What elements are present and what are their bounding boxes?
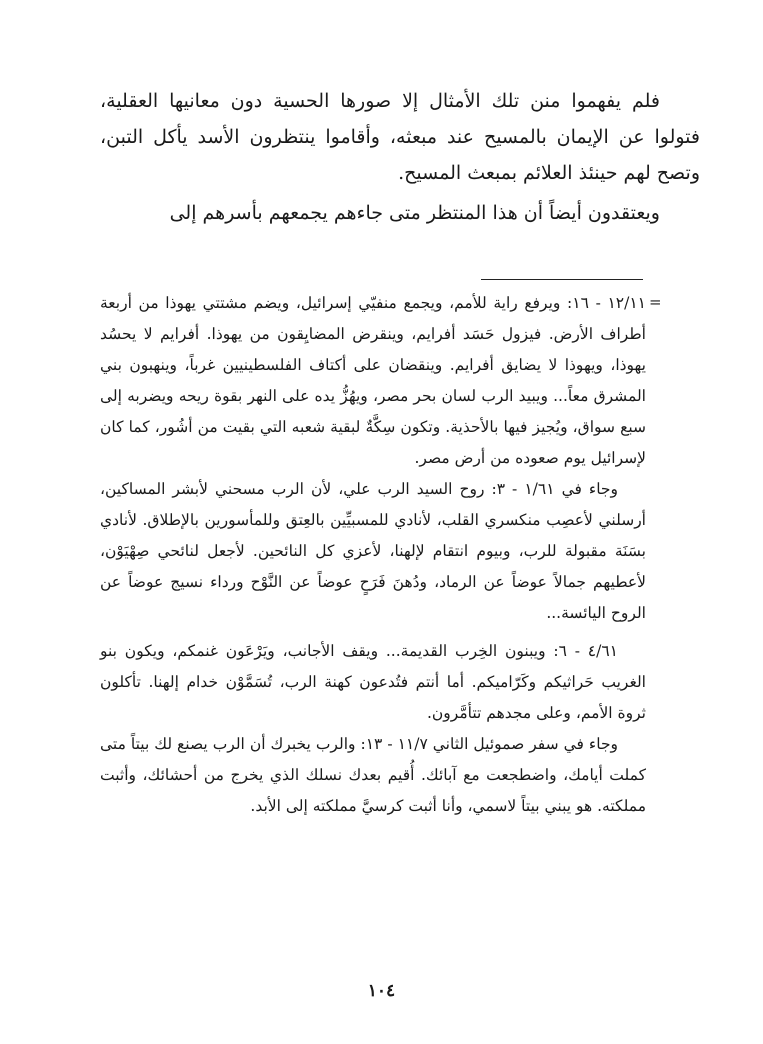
footnote-paragraph: وجاء في سفر صموئيل الثاني ١١/٧ - ١٣: والرب يخبرك أن الرب يصنع لك بيتاً متى كملت أيامك، واضطجعت مع آبائك. أُقيم بعدك نسلك الذي يخرج من أحشائك، وأثبت مملكته. هو يبني بيتاً لاسمي، وأنا أثبت كرسيَّ مملكته إلى الأبد. — [100, 735, 646, 815]
footnote-paragraph: وجاء في ١/٦١ - ٣: روح السيد الرب علي، لأن الرب مسحني لأبشر المساكين، أرسلني لأعصِب منكسري القلب، لأنادي للمسبيِّين بالعِتق وللمأسورين بالإطلاق. لأنادي بسَنَة مقبولة للرب، وبيوم انتقام لإلهنا، لأعزي كل النائحين. لأجعل لنائحي صِهْيَوْن، لأعطيهم جمالاً عوضاً عن الرماد، ودُهنَ فَرَحٍ عوضاً عن النَّوْح ورداء نسيج عوضاً عن الروح اليائسة... — [100, 480, 646, 622]
main-text — [100, 83, 700, 231]
main-paragraph: فلم يفهموا منن تلك الأمثال إلا صورها الحسية دون معانيها العقلية، فتولوا عن الإيمان بالمسيح عند مبعثه، وأقاموا ينتظرون الأسد يأكل التبن، وتصح لهم حينئذ العلائم بمبعث المسيح. — [100, 90, 700, 184]
footnote-separator — [481, 279, 643, 280]
footnotes — [100, 288, 646, 822]
main-paragraph: ويعتقدون أيضاً أن هذا المنتظر متى جاءهم يجمعهم بأسرهم إلى — [169, 202, 660, 224]
footnote-paragraph: ١٢/١١ - ١٦: ويرفع راية للأمم، ويجمع منفيّي إسرائيل، ويضم مشتتي يهوذا من أربعة أطراف الأرض. فيزول حَسَد أفرايم، وينقرض المضايِقون من يهوذا. أفرايم لا يحسُد يهوذا، ويهوذا لا يضايق أفرايم. وينقضان على أكتاف الفلسطينيين غرباً، وينهبون بني المشرق معاً... ويبيد الرب لسان بحر مصر، ويهُزُّ يده على النهر بقوة ريحه ويضربه إلى سبع سواق، ويُجيز فيها بالأحذية. وتكون سِكَّةٌ لبقية شعبه التي بقيت من أشُور، كما كان لإسرائيل يوم صعوده من أرض مصر. — [100, 294, 646, 467]
footnote-paragraph: ٤/٦١ - ٦: ويبنون الخِرب القديمة... ويقف الأجانب، ويَرْعَون غنمكم، ويكون بنو الغريب حَراثيكم وكَرّاميكم. أما أنتم فتُدعون كهنة الرب، تُسَمَّوْن خدام إلهنا. تأكلون ثروة الأمم، وعلى مجدهم تتأمَّرون. — [100, 642, 646, 722]
page-number: ١٠٤ — [367, 981, 396, 1001]
footnote-continuation-marker: = — [649, 293, 662, 311]
